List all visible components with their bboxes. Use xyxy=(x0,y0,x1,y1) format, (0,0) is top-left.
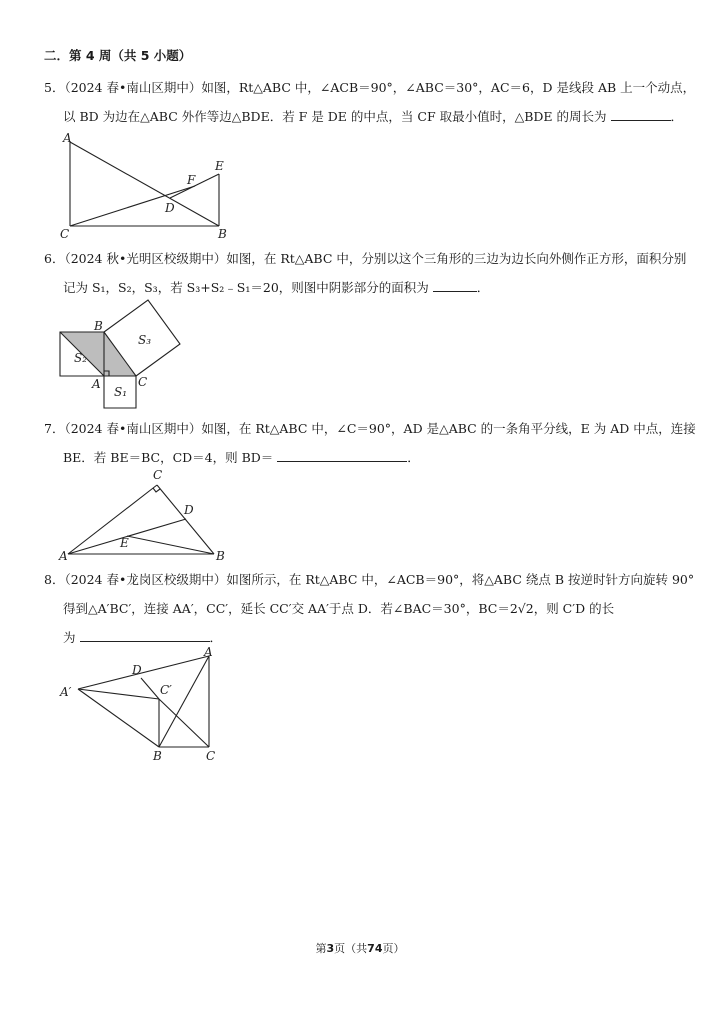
q6-text-1: （2024 秋•光明区校级期中）如图，在 Rt△ABC 中，分别以这个三角形的三边为边长向外侧作正方形，面积分别 xyxy=(64,251,687,266)
q7-label-b: B xyxy=(216,549,225,563)
q6-label-b: B xyxy=(94,319,103,333)
q8-label-a-prime: A′ xyxy=(60,685,72,699)
q6-label-s1: S₁ xyxy=(114,385,128,399)
q6-label-a: A xyxy=(92,377,101,391)
footer-page-number: 3 xyxy=(326,942,335,955)
q7-label-a: A xyxy=(59,549,68,563)
q7-text-2: BE．若 BE＝BC，CD＝4，则 BD＝ xyxy=(63,450,274,465)
footer-middle: 页（共 xyxy=(334,942,368,955)
footer-prefix: 第 xyxy=(315,942,327,955)
q6-figure xyxy=(56,300,191,410)
q5-text-1: （2024 春•南山区期中）如图，Rt△ABC 中，∠ACB＝90°，∠ABC＝30°，AC＝6，D 是线段 AB 上一个动点， xyxy=(64,80,696,95)
q7-figure xyxy=(56,466,236,562)
q5-text-2: 以 BD 为边在△ABC 外作等边△BDE．若 F 是 DE 的中点，当 CF 取最小值时，△BDE 的周长为 xyxy=(63,109,607,124)
q8-text-2: 得到△A′BC′，连接 AA′，CC′，延长 CC′交 AA′于点 D．若∠BAC＝30°，BC＝2√2，则 C′D 的长 xyxy=(63,601,615,616)
q7-line-1 xyxy=(44,419,696,437)
q7-line-2 xyxy=(63,448,420,466)
q8-figure xyxy=(56,644,226,764)
q7-number: 7． xyxy=(44,421,65,436)
section-title: 二．第 4 周（共 5 小题） xyxy=(44,48,192,63)
q8-label-d: D xyxy=(132,663,142,677)
q8-line-1 xyxy=(44,570,694,588)
q8-label-c-prime: C′ xyxy=(160,683,172,697)
q8-end: ． xyxy=(209,630,223,645)
q7-text-1: （2024 春•南山区期中）如图，在 Rt△ABC 中，∠C＝90°，AD 是△ABC 的一条角平分线，E 为 AD 中点，连接 xyxy=(64,421,696,436)
q6-label-c: C xyxy=(138,375,148,389)
q8-label-a: A xyxy=(204,645,213,659)
q5-label-b: B xyxy=(218,227,227,241)
q6-label-s2: S₂ xyxy=(74,351,88,365)
q8-line-2 xyxy=(63,599,614,617)
q6-line-1 xyxy=(44,249,686,267)
q5-label-a: A xyxy=(63,131,72,145)
q8-answer-blank[interactable] xyxy=(80,628,210,642)
q7-label-e: E xyxy=(120,536,129,550)
q5-line-2 xyxy=(63,107,683,125)
q6-end: ． xyxy=(476,280,490,295)
q6-label-s3: S₃ xyxy=(138,333,152,347)
q6-line-2 xyxy=(63,278,489,296)
q8-label-c: C xyxy=(206,749,216,763)
q5-line-1 xyxy=(44,78,695,96)
footer-suffix: 页） xyxy=(382,942,405,955)
q6-number: 6． xyxy=(44,251,65,266)
footer-total-pages: 74 xyxy=(367,942,383,955)
q8-text-3: 为 xyxy=(63,630,76,645)
q5-end: ． xyxy=(670,109,684,124)
q7-label-c: C xyxy=(153,468,163,482)
q7-label-d: D xyxy=(184,503,194,517)
q5-number: 5． xyxy=(44,80,65,95)
q8-number: 8． xyxy=(44,572,65,587)
q5-answer-blank[interactable] xyxy=(611,107,671,121)
page-footer xyxy=(0,940,720,956)
q5-label-d: D xyxy=(165,201,175,215)
q6-answer-blank[interactable] xyxy=(433,278,477,292)
q5-label-f: F xyxy=(187,173,196,187)
q5-figure xyxy=(56,132,246,240)
q5-label-e: E xyxy=(215,159,224,173)
q5-label-c: C xyxy=(60,227,70,241)
q7-end: ． xyxy=(407,450,420,465)
q8-label-b: B xyxy=(153,749,162,763)
q8-text-1: （2024 春•龙岗区校级期中）如图所示，在 Rt△ABC 中，∠ACB＝90°，将△ABC 绕点 B 按逆时针方向旋转 90° xyxy=(64,572,695,587)
q7-answer-blank[interactable] xyxy=(277,448,407,462)
q6-text-2: 记为 S₁，S₂，S₃，若 S₃+S₂﹣S₁＝20，则图中阴影部分的面积为 xyxy=(63,280,429,295)
